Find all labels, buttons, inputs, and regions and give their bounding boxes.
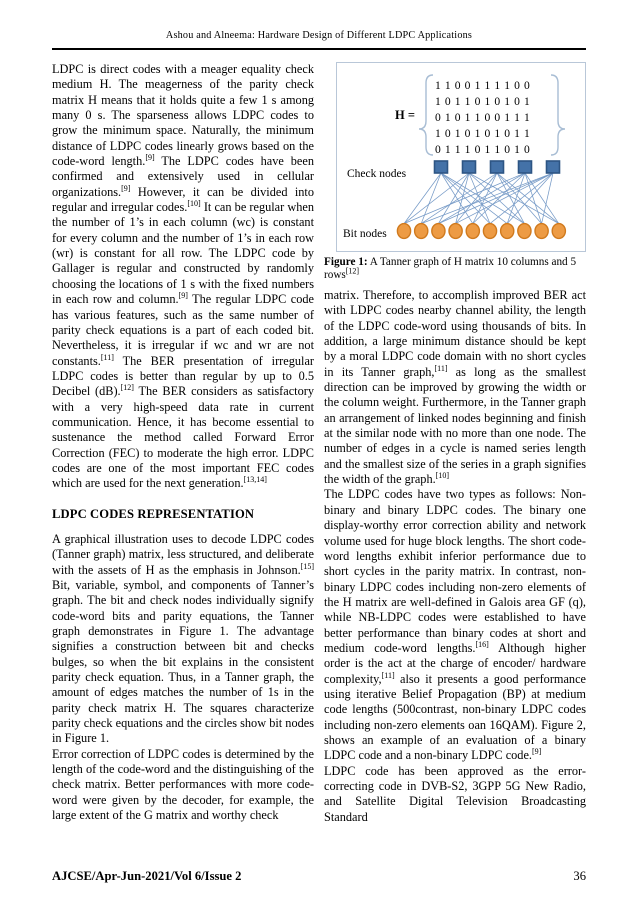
citation-ref: [11]: [434, 363, 448, 373]
figure-caption-text: A Tanner graph of H matrix 10 columns and 5 rows: [324, 256, 577, 282]
left-column: [52, 62, 314, 824]
citation-ref: [12]: [120, 383, 134, 393]
citation-ref: [12]: [345, 266, 360, 276]
lp1-b: The LDPC codes have been confirmed and extensively used in cellular organizations.: [52, 154, 314, 199]
lp1-c: However, it can be divided into regular and irregular codes.: [52, 184, 314, 215]
tanner-graph-svg: [337, 63, 585, 251]
citation-ref: [9]: [531, 747, 542, 757]
left-paragraph-2: [52, 532, 314, 747]
tanner-edges: [404, 173, 559, 224]
right-paragraph-1: [324, 288, 586, 487]
matrix-bracket-left: [419, 75, 433, 155]
rp1-b: as long as the smallest direction can be improved by growing the width or the column weight. Furthermore, in the Tanner graph an arrangement of linked nodes beginning and finish at the similar node with no more than one node. The number of edges in a cycle is named series length and the smallest size of the series in a graph signifies the width of the graph.: [324, 364, 586, 487]
header-rule: [52, 48, 586, 50]
figure-caption-label: Figure 1:: [324, 256, 368, 268]
check-nodes: [435, 161, 560, 173]
tanner-edge: [456, 173, 553, 224]
matrix-row: 1 1 0 0 1 1 1 1 0 0: [435, 79, 531, 92]
bit-node: [483, 224, 496, 239]
bit-node: [432, 224, 445, 239]
matrix-bracket-right: [551, 75, 565, 155]
lp2-a: A graphical illustration uses to decode LDPC codes (Tanner graph) matrix, less structured, and deliberate with the assets of H as the emphasis in Johnson.: [52, 531, 314, 577]
section-heading-ldpc-codes-representation: LDPC CODES REPRESENTATION: [52, 506, 255, 521]
bit-node: [501, 224, 514, 239]
bit-node: [449, 224, 462, 239]
running-head: Ashou and Alneema: Hardware Design of Different LDPC Applications: [165, 30, 473, 41]
lp1-d: It can be regular when the number of 1’s in each column (wc) is constant for every column and the number of 1’s in each row (wr) is constant for all row. The LDPC code by Gallager is regular and constructed by randomly choosing the locations of 1 s with the fixed numbers in each row and column.: [52, 200, 314, 307]
footer-rule: [52, 862, 586, 863]
check-nodes-label: Check nodes: [347, 168, 407, 180]
matrix-label: H =: [395, 108, 415, 122]
matrix-rows: [435, 79, 530, 156]
citation-ref: [9]: [178, 291, 188, 301]
citation-ref: [11]: [381, 670, 395, 680]
tanner-edge: [421, 173, 441, 224]
check-node: [435, 161, 448, 173]
citation-ref: [9]: [121, 183, 131, 193]
citation-ref: [11]: [100, 352, 114, 362]
lp1-e: The regular LDPC code has various features, such as the same number of parity check equations is a part of each coded bit. Nevertheless, it is irregular if wc and wr are not constants.: [52, 292, 314, 368]
citation-ref: [16]: [475, 639, 489, 649]
matrix-row: 0 1 0 1 1 0 0 1 1 1: [435, 111, 531, 124]
footer-journal-info: AJCSE/Apr-Jun-2021/Vol 6/Issue 2: [52, 869, 242, 883]
citation-ref: [9]: [145, 152, 155, 162]
lp2-b: Bit, variable, symbol, and components of Tanner’s graph. The bit and check nodes individually signify code-word bits and parity equations, the Tanner graph demonstrates in Figure 1. The advantage signifies a construction between bit and checks bulges, so when the bit explains in the consistent parity check equation. Thus, in a Tanner graph, the amount of edges matches the number of 1s in the parity check matrix H. The squares characterize parity check equations and the circles show bit nodes in Figure 1.: [52, 578, 314, 746]
bit-node: [552, 224, 565, 239]
lp1-f: The BER presentation of irregular LDPC codes is better than regular by up to 0.5 Decibel (dB).: [52, 353, 314, 399]
matrix-row: 1 0 1 0 1 0 1 0 1 1: [435, 127, 531, 140]
tanner-edge: [441, 173, 473, 224]
citation-ref: [10]: [187, 199, 201, 208]
footer-page-number: 36: [573, 869, 586, 883]
figure-1-tanner-graph: [336, 62, 586, 252]
check-node: [491, 161, 504, 173]
matrix-row: 0 1 1 1 0 1 1 0 1 0: [435, 143, 531, 156]
check-node: [519, 161, 532, 173]
check-node: [547, 161, 560, 173]
citation-ref: [13,14]: [243, 475, 267, 485]
bit-node: [397, 224, 410, 239]
bit-nodes: [397, 224, 565, 239]
right-paragraph-3: LDPC code has been approved as the error-correcting code in DVB-S2, 3GPP 5G New Radio, and Satellite Digital Television Broadcasting Standard: [324, 763, 586, 824]
bit-nodes-label: Bit nodes: [343, 228, 387, 240]
citation-ref: [10]: [435, 471, 449, 481]
tanner-edge: [456, 173, 469, 224]
bit-node: [466, 224, 479, 239]
lp1-a: LDPC is direct codes with a meager equality check medium H. The meagerness of the parity check matrix H means that it holds quite a few 1 s among many 0 s. The sparseness allows LDPC codes to grow the minimum space. Naturally, the minimum distance of LDPC codes linearly grows based on the code-word length.: [52, 62, 314, 169]
left-paragraph-1: [52, 62, 314, 492]
rp2-b: Although higher order is the act at the charge of encoder/ hardware complexity,: [324, 640, 586, 686]
matrix-row: 1 0 1 1 0 1 0 1 0 1: [435, 95, 531, 108]
bit-node: [535, 224, 548, 239]
lp1-g: The BER considers as satisfactory with a very high-speed data rate in current communication. Hence, it has become essential to sustenance the method called Forward Error Correction (FEC) to moderate the high error. LDPC codes are one of the most important FEC codes which are used for the next generation.: [52, 384, 314, 491]
rp1-a: matrix. Therefore, to accomplish improved BER act with LDPC codes nearby channel ability, the length of the LDPC code-word using thousands of bits. In addition, a large minimum distance should be kept by a moral LDPC code domain with no short cycles in its Tanner graph,: [324, 288, 586, 379]
tanner-edge: [438, 173, 553, 224]
left-paragraph-3: Error correction of LDPC codes is determined by the length of the code-word and the distinguishing of the check matrix. Better performances with more code-word were given by the decoder, for example, the large extent of the G matrix and worthy check: [52, 746, 314, 823]
bit-node: [415, 224, 428, 239]
citation-ref: [15]: [300, 561, 314, 571]
right-column: [324, 288, 586, 825]
rp2-c: also it presents a good performance using iterative Belief Propagation (BP) at medium code lengths (500contrast, non-binary LDPC codes including non-zero elements oan 16QAM). Figure 2, shows an example of an evaluation of a binary LDPC code and a non-binary LDPC code.: [324, 671, 586, 763]
check-node: [463, 161, 476, 173]
right-paragraph-2: [324, 487, 586, 763]
rp2-a: The LDPC codes have two types as follows: Non-binary and binary LDPC codes. The binary one display-worthy error correction ability and network volume used for huge block lengths. The short code-word lengths exhibit inferior performance due to short cycles in the parity matrix. In contrast, non-binary LDPC codes including non-zero elements of the H matrix are well-defined in Galois area GF (q), while NB-LDPC codes were established to have better performance than binary codes at short and medium code-word lengths.: [324, 487, 586, 655]
figure-1-caption: [324, 256, 586, 283]
bit-node: [518, 224, 531, 239]
tanner-edge: [497, 173, 524, 224]
